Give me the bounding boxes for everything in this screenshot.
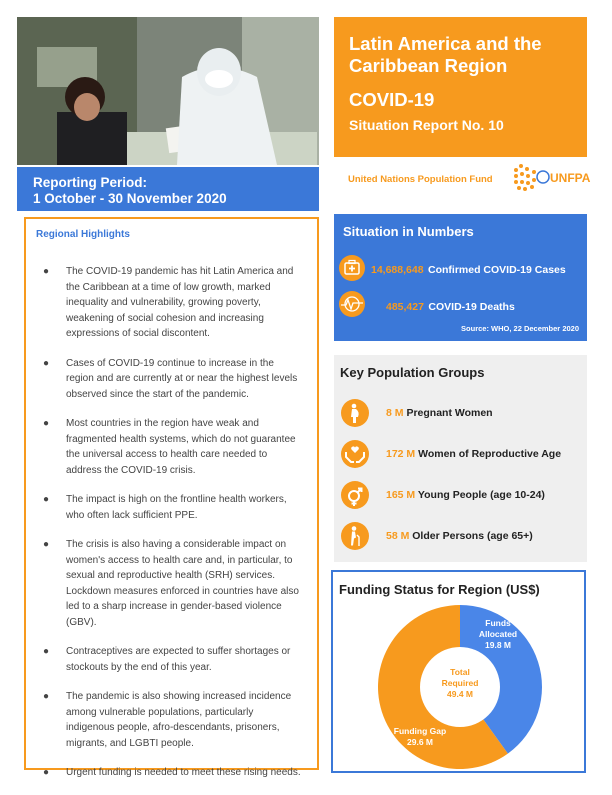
highlight-text: Contraceptives are expected to suffer shortages or stockouts by the end of this year. (66, 646, 291, 673)
population-value: 8 M (386, 407, 404, 419)
reporting-period (17, 167, 319, 211)
gap-value: 29.6 M (407, 737, 433, 747)
deaths-value: 485,427 (386, 301, 424, 313)
funding-donut-chart (333, 572, 584, 771)
list-item (26, 356, 317, 403)
header-photo (17, 17, 319, 165)
highlights-list (26, 264, 317, 795)
highlight-text: The impact is high on the frontline health workers, who often lack sufficient PPE. (66, 494, 287, 521)
allocated-label-line2: Allocated (478, 629, 518, 639)
bullet-icon: ● (43, 691, 50, 702)
bullet-icon: ● (43, 646, 50, 657)
highlight-text: Cases of COVID-19 continue to increase in the region and are currently at or near the highest levels observed since the start of the pandemic. (66, 357, 298, 400)
list-item (26, 689, 317, 751)
population-label: Pregnant Women (406, 407, 493, 419)
deaths-label: COVID-19 Deaths (428, 301, 515, 313)
population-row (334, 522, 587, 552)
population-text (386, 448, 561, 460)
bullet-icon: ● (43, 418, 50, 429)
gap-label: Funding Gap (393, 726, 447, 736)
population-row (334, 481, 587, 511)
population-text (386, 407, 493, 419)
key-population-groups (334, 355, 587, 562)
highlight-text: The COVID-19 pandemic has hit Latin America and the Caribbean at a time of low growth, marked inequality and vulnerability, growing poverty, weakening of social cohesion and increasing expressions of social discontent. (66, 266, 294, 339)
total-label-line1: Total (450, 667, 470, 677)
population-label: Older Persons (age 65+) (412, 530, 533, 542)
virus-heartbeat-icon (338, 290, 366, 318)
svg-text:UNFPA: UNFPA (550, 171, 591, 185)
funding-title: Funding Status for Region (US$) (339, 582, 540, 597)
elderly-person-icon (341, 522, 369, 550)
region-title: Latin America and the Caribbean Region (349, 33, 542, 76)
bullet-icon: ● (43, 767, 50, 778)
list-item (26, 644, 317, 675)
situation-title: Situation in Numbers (343, 224, 474, 239)
cases-label: Confirmed COVID-19 Cases (428, 264, 566, 276)
hands-heart-icon (341, 440, 369, 468)
deaths-row (334, 290, 587, 320)
highlight-text: Urgent funding is needed to meet these rising needs. (66, 767, 301, 778)
unfpa-logo (510, 160, 594, 196)
list-item (26, 492, 317, 523)
population-value: 165 M (386, 489, 416, 501)
bullet-icon: ● (43, 357, 50, 369)
gender-symbol-icon (341, 481, 369, 509)
title-block (334, 17, 587, 157)
population-label: Women of Reproductive Age (418, 448, 562, 460)
report-title: COVID-19 (349, 89, 435, 110)
highlight-text: Most countries in the region have weak and fragmented health systems, which do not guarantee the universal access to health care needed to address the COVID-19 crisis. (66, 418, 296, 476)
population-value: 58 M (386, 530, 410, 542)
cases-row (334, 254, 587, 284)
population-value: 172 M (386, 448, 416, 460)
regional-highlights (24, 217, 319, 778)
list-item (26, 264, 317, 342)
population-label: Young People (age 10-24) (417, 489, 545, 501)
reporting-period-dates: 1 October - 30 November 2020 (33, 191, 227, 206)
population-text (386, 489, 545, 501)
population-text (386, 530, 533, 542)
situation-in-numbers (334, 214, 587, 341)
key-population-title: Key Population Groups (340, 365, 485, 380)
population-row (334, 399, 587, 429)
situation-source: Source: WHO, 22 December 2020 (461, 324, 579, 333)
highlight-text: The crisis is also having a considerable impact on women's access to health care and, in particular, to sexual and reproductive health (SRH) services. Lockdown measures enforced in countries have also led to a sharp increase in gender-based violence (GBV). (66, 539, 299, 628)
medical-kit-icon (338, 254, 366, 282)
organization-name: United Nations Population Fund (348, 174, 493, 185)
highlight-text: The pandemic is also showing increased incidence among vulnerable populations, particularly indigenous people, afro-descendants, prisoners, migrants, and LGBTI people. (66, 691, 292, 749)
list-item (26, 765, 317, 781)
cases-value: 14,688,648 (371, 264, 424, 276)
allocated-label-line1: Funds (485, 618, 511, 628)
list-item (26, 537, 317, 630)
report-number: Situation Report No. 10 (349, 117, 504, 133)
reporting-period-label: Reporting Period: (33, 175, 147, 190)
total-label-line2: Required (441, 678, 479, 688)
pregnant-woman-icon (341, 399, 369, 427)
bullet-icon: ● (43, 494, 50, 505)
population-row (334, 440, 587, 470)
funding-status (331, 570, 586, 773)
list-item (26, 416, 317, 478)
highlights-title: Regional Highlights (36, 229, 130, 240)
bullet-icon: ● (43, 539, 50, 550)
allocated-value: 19.8 M (485, 640, 511, 650)
total-value: 49.4 M (447, 689, 473, 699)
bullet-icon: ● (43, 266, 50, 277)
